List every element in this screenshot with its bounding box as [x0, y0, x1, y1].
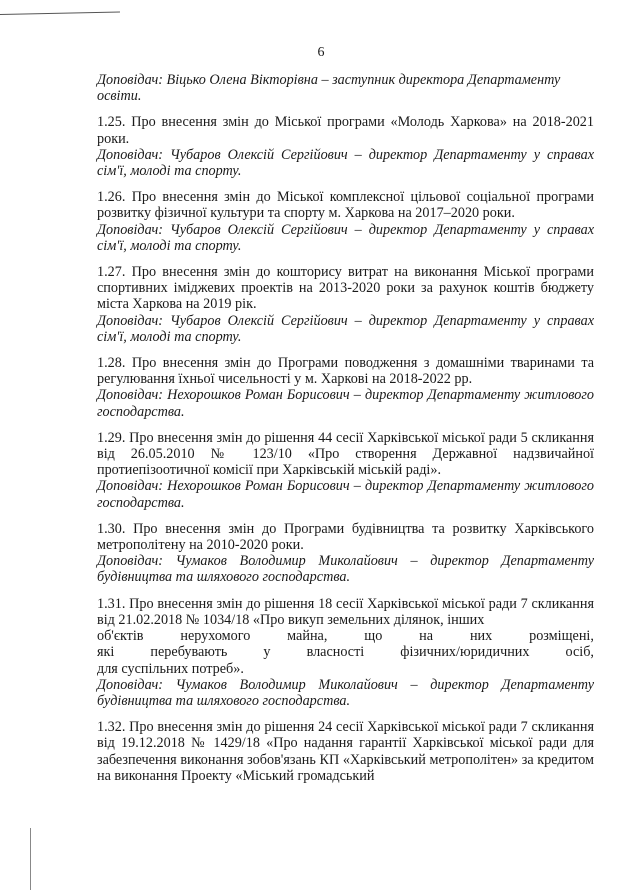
agenda-item-1-29 [97, 430, 594, 511]
agenda-item-reporter: Доповідач: Нехорошков Роман Борисович – директор Департаменту житлового господарства. [97, 478, 594, 511]
agenda-item-number: 1.32. [97, 719, 126, 736]
agenda-item-title: 1.27. Про внесення змін до кошторису витрат на виконання Міської програми спортивних іміджевих проектів на 2013-2020 роки за рахунок коштів бюджету міста Харкова на 2019 рік. [97, 264, 594, 313]
agenda-item-title: 1.29. Про внесення змін до рішення 44 сесії Харківської міської ради 5 скликання від 26.05.2010 № 123/10 «Про створення Державної надзвичайної протиепізоотичної комісії при Харківській міській раді». [97, 429, 595, 479]
agenda-item-1-25 [97, 114, 594, 179]
agenda-item-number: 1.29. [97, 429, 126, 446]
agenda-item-title-row: об'єктів нерухомого майна, що на них розміщені, [97, 628, 594, 645]
agenda-item-title: 1.28. Про внесення змін до Програми поводження з домашніми тваринами та регулювання їхньої чисельності у м. Харкові на 2018-2022 рр. [97, 355, 594, 388]
agenda-item-1-27 [97, 264, 594, 345]
agenda-item-number: 1.28. [97, 355, 126, 372]
agenda-item-1-26 [97, 189, 594, 254]
agenda-item-title-row: для суспільних потреб». [97, 660, 244, 677]
page-number: 6 [317, 45, 325, 60]
agenda-item-title: 1.32. Про внесення змін до рішення 24 сесії Харківської міської ради 7 скликання від 19.12.2018 № 1429/18 «Про надання гарантії Харківської міської ради для забезпечення виконання зобов'язань КП «Харківський метрополітен» за кредитом на виконання Проекту «Міський громадський [97, 719, 595, 784]
agenda-item-number: 1.31. [97, 595, 126, 612]
intro-reporter: Доповідач: Віцько Олена Вікторівна – заступник директора Департаменту освіти. [97, 72, 561, 105]
agenda-item-reporter: Доповідач: Чубаров Олексій Сергійович – директор Департаменту у справах сім'ї, молоді та спорту. [97, 146, 594, 180]
agenda-item-reporter: Доповідач: Нехорошков Роман Борисович – директор Департаменту житлового господарства. [97, 387, 594, 420]
scan-artifact-line [0, 11, 120, 15]
agenda-item-reporter: Доповідач: Чубаров Олексій Сергійович – директор Департаменту у справах сім'ї, молоді та спорту. [97, 221, 594, 254]
document-body [97, 72, 594, 794]
agenda-item-reporter: Доповідач: Чумаков Володимир Миколайович – директор Департаменту будівництва та шляхового господарства. [97, 553, 594, 586]
agenda-item-title: 1.26. Про внесення змін до Міської комплексної цільової соціальної програми розвитку фізичної культури та спорту м. Харкова на 2017–2020 роки. [97, 189, 595, 222]
agenda-item-title: 1.25. Про внесення змін до Міської програми «Молодь Харкова» на 2018-2021 роки. [97, 114, 594, 147]
agenda-item-reporter: Доповідач: Чубаров Олексій Сергійович – директор Департаменту у справах сім'ї, молоді та спорту. [97, 312, 594, 345]
agenda-item-1-31 [97, 596, 594, 709]
agenda-item-reporter: Доповідач: Чумаков Володимир Миколайович – директор Департаменту будівництва та шляхового господарства. [97, 676, 594, 709]
agenda-item-1-28 [97, 355, 594, 420]
scan-artifact-margin-line [30, 828, 31, 890]
agenda-item-number: 1.26. [97, 189, 126, 206]
agenda-item-1-32 [97, 719, 594, 784]
agenda-item-number: 1.27. [97, 264, 126, 281]
agenda-item-number: 1.25. [97, 114, 126, 131]
agenda-item-title-row: які перебувають у власності фізичних/юридичних осіб, [97, 644, 594, 661]
agenda-item-title: 1.31. Про внесення змін до рішення 18 сесії Харківської міської ради 7 скликання від 21.02.2018 № 1034/18 «Про викуп земельних ділянок, інших [97, 595, 595, 628]
agenda-item-title: 1.30. Про внесення змін до Програми будівництва та розвитку Харківського метрополітену на 2010-2020 роки. [97, 520, 594, 554]
agenda-item-1-30 [97, 521, 594, 586]
agenda-item-number: 1.30. [97, 520, 126, 537]
